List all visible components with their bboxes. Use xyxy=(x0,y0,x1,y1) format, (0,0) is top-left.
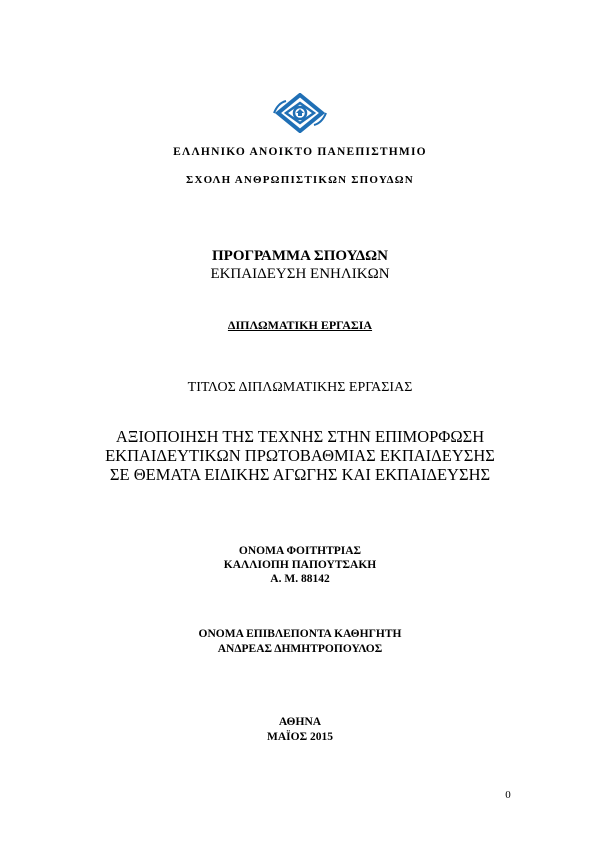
student-name: ΚΑΛΛΙΟΠΗ ΠΑΠΟΥΤΣΑΚΗ xyxy=(223,559,377,571)
page-number: 0 xyxy=(505,789,511,801)
city: ΑΘΗΝΑ xyxy=(278,716,322,728)
university-logo-icon xyxy=(270,93,330,133)
program-name: ΕΚΠΑΙΔΕΥΣΗ ΕΝΗΛΙΚΩΝ xyxy=(210,266,390,282)
student-id: Α. Μ. 88142 xyxy=(270,573,330,585)
supervisor-label: ΟΝΟΜΑ ΕΠΙΒΛΕΠΟΝΤΑ ΚΑΘΗΓΗΤΗ xyxy=(198,628,402,640)
thesis-type: ΔΙΠΛΩΜΑΤΙΚΗ ΕΡΓΑΣΙΑ xyxy=(227,318,373,332)
thesis-title-line-2: ΕΚΠΑΙΔΕΥΤΙΚΩΝ ΠΡΩΤΟΒΑΘΜΙΑΣ ΕΚΠΑΙΔΕΥΣΗΣ xyxy=(105,446,495,465)
program-label: ΠΡΟΓΡΑΜΜΑ ΣΠΟΥΔΩΝ xyxy=(212,248,388,264)
supervisor-name: ΑΝΔΡΕΑΣ ΔΗΜΗΤΡΟΠΟΥΛΟΣ xyxy=(217,643,383,655)
thesis-title-label: ΤΙΤΛΟΣ ΔΙΠΛΩΜΑΤΙΚΗΣ ΕΡΓΑΣΙΑΣ xyxy=(187,380,413,395)
thesis-title-line-3: ΣΕ ΘΕΜΑΤΑ ΕΙΔΙΚΗΣ ΑΓΩΓΗΣ ΚΑΙ ΕΚΠΑΙΔΕΥΣΗΣ xyxy=(109,465,491,484)
thesis-title-line-1: ΑΞΙΟΠΟΙΗΣΗ ΤΗΣ ΤΕΧΝΗΣ ΣΤΗΝ ΕΠΙΜΟΡΦΩΣΗ xyxy=(115,427,485,446)
student-label: ΟΝΟΜΑ ΦΟΙΤΗΤΡΙΑΣ xyxy=(238,545,362,557)
school-name: ΣΧΟΛΗ ΑΝΘΡΩΠΙΣΤΙΚΩΝ ΣΠΟΥΔΩΝ xyxy=(186,174,414,186)
date: ΜΑΪΟΣ 2015 xyxy=(267,731,333,743)
university-name: ΕΛΛΗΝΙΚΟ ΑΝΟΙΚΤΟ ΠΑΝΕΠΙΣΤΗΜΙΟ xyxy=(173,146,427,158)
